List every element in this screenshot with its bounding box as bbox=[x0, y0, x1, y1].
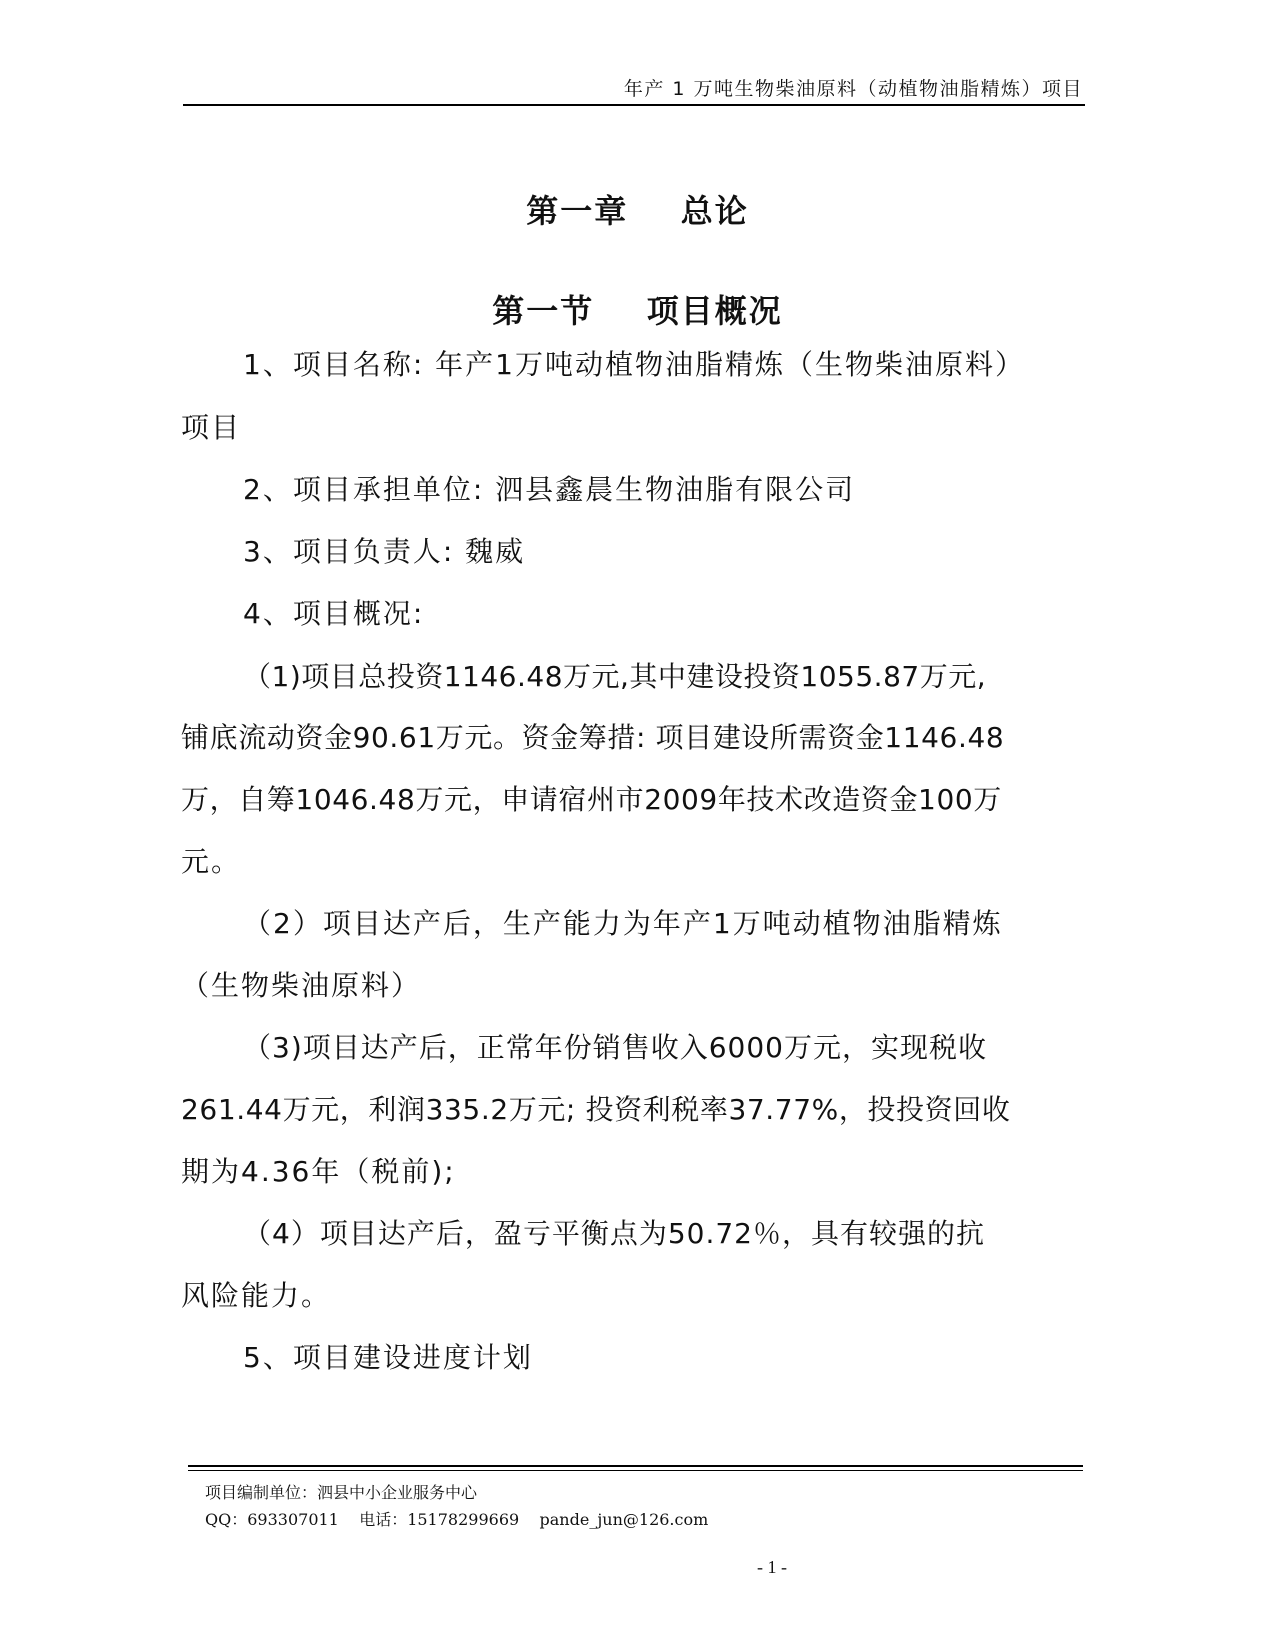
body-line: 1、项目名称: 年产1万吨动植物油脂精炼（生物柴油原料） bbox=[243, 348, 1025, 381]
body-line: 万，自筹1046.48万元，申请宿州市2009年技术改造资金100万 bbox=[181, 783, 1002, 816]
header-rule bbox=[183, 104, 1085, 106]
body-line: （2）项目达产后，生产能力为年产1万吨动植物油脂精炼 bbox=[243, 907, 1003, 940]
footer-rule bbox=[188, 1465, 1083, 1467]
body-line: 元。 bbox=[181, 845, 242, 878]
body-line: （1)项目总投资1146.48万元,其中建设投资1055.87万元, bbox=[243, 660, 987, 693]
body-line: 3、项目负责人: 魏威 bbox=[243, 535, 526, 568]
footer-contact: QQ：693307011 电话：15178299669 pande_jun@126.com bbox=[205, 1510, 709, 1529]
body-line: 项目 bbox=[181, 411, 242, 444]
body-line: 2、项目承担单位: 泗县鑫晨生物油脂有限公司 bbox=[243, 473, 856, 506]
body-line: 5、项目建设进度计划 bbox=[243, 1341, 533, 1374]
footer-organization: 项目编制单位：泗县中小企业服务中心 bbox=[205, 1483, 478, 1502]
section-title: 第一节 项目概况 bbox=[492, 292, 783, 330]
body-line: （生物柴油原料） bbox=[181, 969, 422, 1002]
body-line: 261.44万元，利润335.2万元; 投资利税率37.77%，投投资回收 bbox=[181, 1093, 1011, 1126]
footer-rule bbox=[188, 1470, 1083, 1471]
body-line: 期为4.36年（税前); bbox=[181, 1155, 456, 1188]
body-line: 铺底流动资金90.61万元。资金筹措: 项目建设所需资金1146.48 bbox=[181, 721, 1005, 754]
body-line: 4、项目概况: bbox=[243, 597, 425, 630]
body-line: （4）项目达产后，盈亏平衡点为50.72％，具有较强的抗 bbox=[243, 1217, 985, 1250]
body-line: （3)项目达产后，正常年份销售收入6000万元，实现税收 bbox=[243, 1031, 987, 1064]
body-line: 风险能力。 bbox=[181, 1279, 332, 1312]
page-number: - 1 - bbox=[757, 1557, 787, 1577]
chapter-title: 第一章 总论 bbox=[526, 192, 749, 230]
running-header: 年产 1 万吨生物柴油原料（动植物油脂精炼）项目 bbox=[623, 78, 1083, 100]
